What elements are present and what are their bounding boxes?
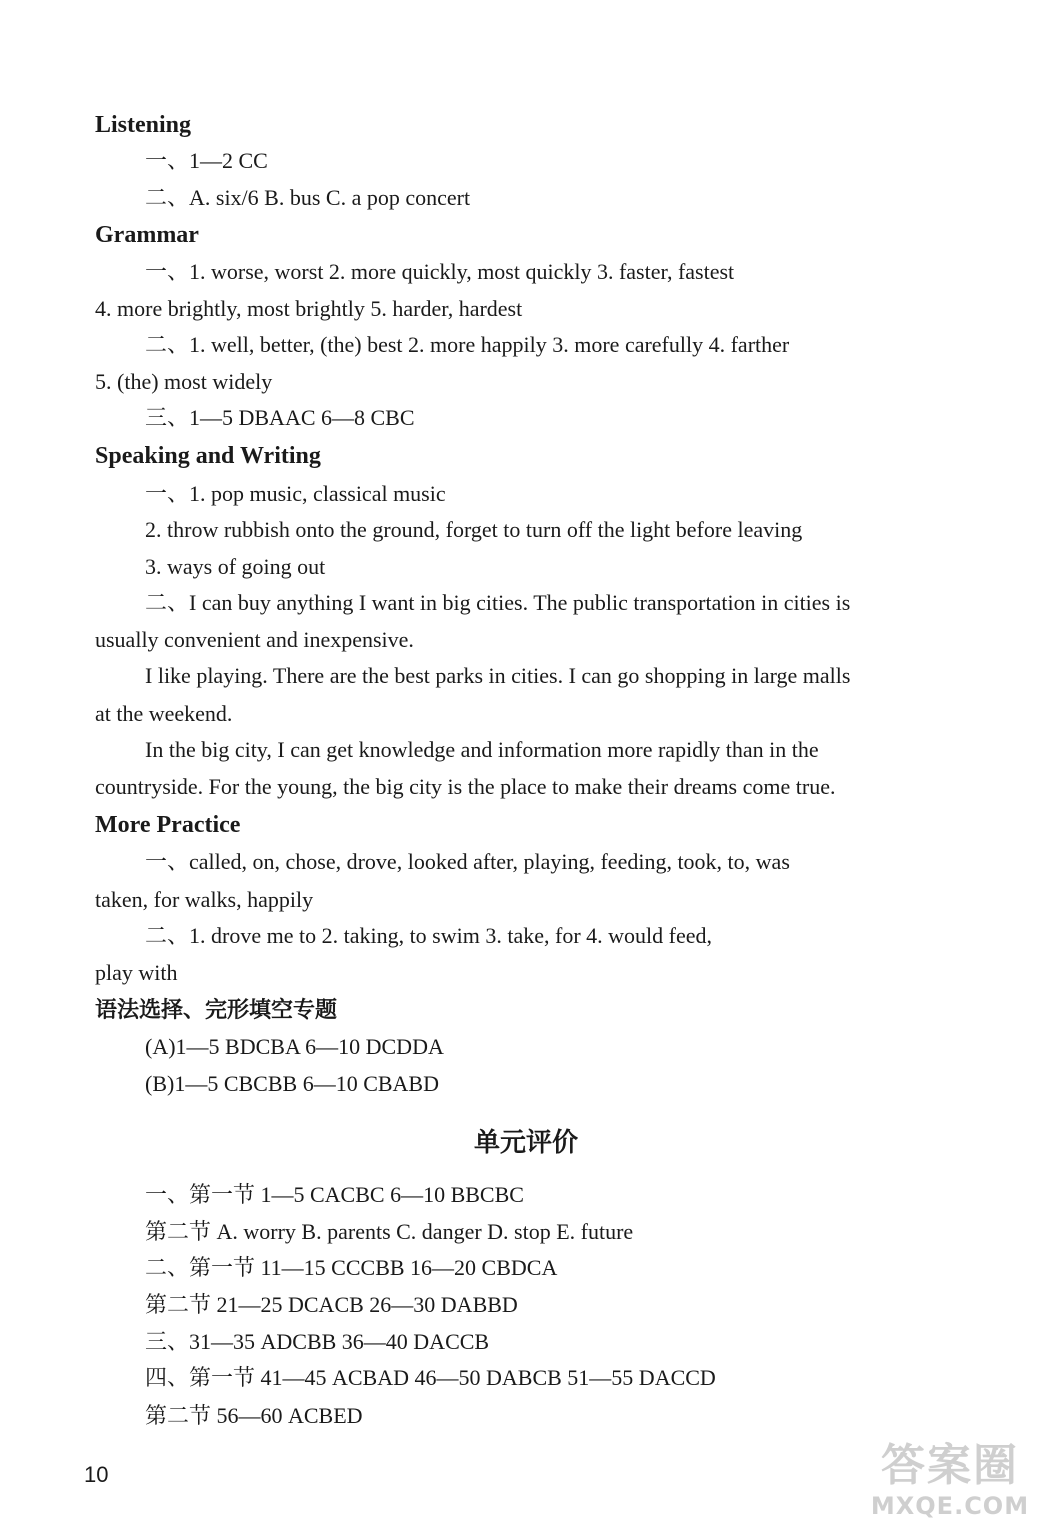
page-number: 10 [84,1462,109,1487]
unit-evaluation-title: 单元评价 [473,1128,578,1158]
answer-line: 三、31—35 ADCBB 36—40 DACCB [145,1329,490,1354]
answer-line: In the big city, I can get knowledge and information more rapidly than in the [145,737,819,762]
answer-line: 一、called, on, chose, drove, looked after, playing, feeding, took, to, was [145,849,790,874]
answer-line: 四、第一节 41—45 ACBAD 46—50 DABCB 51—55 DACCD [145,1365,716,1390]
answer-line: usually convenient and inexpensive. [95,627,414,652]
answer-line: 二、第一节 11—15 CCCBB 16—20 CBDCA [145,1255,558,1280]
answer-line: (B)1—5 CBCBB 6—10 CBABD [145,1071,439,1096]
answer-line: 二、I can buy anything I want in big cities. The public transportation in cities is [145,590,851,615]
answer-line: 2. throw rubbish onto the ground, forget to turn off the light before leaving [145,517,803,542]
answer-line: 二、1. drove me to 2. taking, to swim 3. take, for 4. would feed, [145,923,713,948]
answer-line: (A)1—5 BDCBA 6—10 DCDDA [145,1034,444,1059]
answer-line: I like playing. There are the best parks in cities. I can go shopping in large malls [145,663,851,688]
section-heading-grammar: Grammar [95,222,199,248]
section-heading-speaking: Speaking and Writing [95,443,321,469]
answer-line: 三、1—5 DBAAC 6—8 CBC [145,405,415,430]
answer-line: 一、1. pop music, classical music [145,481,446,506]
answer-line: countryside. For the young, the big city is the place to make their dreams come true. [95,774,836,799]
answer-line: 二、A. six/6 B. bus C. a pop concert [145,185,471,210]
answer-line: 一、1—2 CC [145,148,268,173]
watermark [860,1440,1040,1530]
watermark-url: MXQE.COM [870,1492,1030,1520]
answer-line: 第二节 21—25 DCACB 26—30 DABBD [145,1292,518,1317]
answer-line: play with [95,960,178,985]
answer-line: 5. (the) most widely [95,369,273,394]
answer-line: taken, for walks, happily [95,887,314,912]
section-heading-more-practice: More Practice [95,812,241,838]
watermark-logo: 答案圈 [881,1440,1019,1491]
section-heading-listening: Listening [95,112,192,138]
answer-line: 一、1. worse, worst 2. more quickly, most quickly 3. faster, fastest [145,259,735,284]
answer-line: 3. ways of going out [145,554,326,579]
answer-line: 二、1. well, better, (the) best 2. more happily 3. more carefully 4. farther [145,332,790,357]
answer-line: 第二节 A. worry B. parents C. danger D. stop E. future [145,1219,634,1244]
answer-line: 第二节 56—60 ACBED [145,1403,363,1428]
answer-line: at the weekend. [95,701,233,726]
answer-line: 一、第一节 1—5 CACBC 6—10 BBCBC [145,1182,524,1207]
answer-line: 4. more brightly, most brightly 5. harder, hardest [95,296,523,321]
section-heading-special-topic: 语法选择、完形填空专题 [95,998,338,1023]
